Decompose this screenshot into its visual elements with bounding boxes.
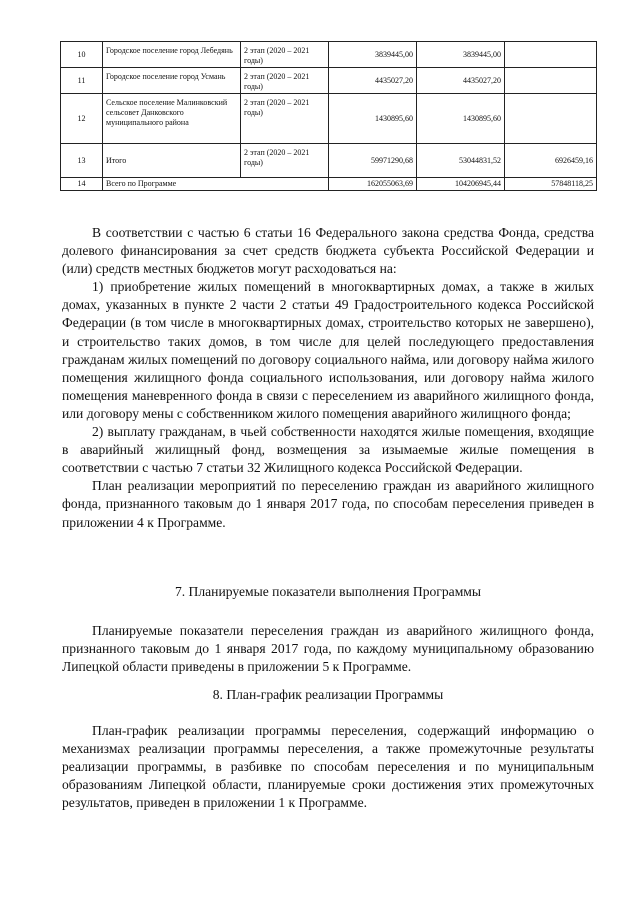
total-amount: 59971290,68 (329, 144, 417, 178)
budget-amount (505, 42, 597, 68)
fund-amount: 53044831,52 (417, 144, 505, 178)
budget-amount: 57848118,25 (505, 178, 597, 191)
paragraph-section-7: Планируемые показатели переселения граждан из аварийного жилищного фонда, признанного таковым до 1 января 2017 года, по каждому муниципальному образованию Липецкой области приведены в приложении 5 к Программе. (62, 623, 594, 675)
row-number: 13 (61, 144, 103, 178)
paragraph-item-1: 1) приобретение жилых помещений в многоквартирных домах, а также в жилых домах, указанных в пункте 2 части 2 статьи 49 Градостроительного кодекса Российской Федерации (в том числе в многоквартирных домах, строительство которых не завершено), и строительство таких домов, в том числе для целей последующего предоставления гражданам жилых помещений по договору социального найма, или договору найма жилого помещения жилищного фонда социального использования, или договору найма жилого помещения маневренного фонда в связи с переселением из аварийного жилищного фонда, или договору мены с собственником жилого помещения аварийного жилищного фонда; (62, 279, 594, 421)
paragraph-item-2: 2) выплату гражданам, в чьей собственности находятся жилые помещения, входящие в аварийный жилищный фонд, возмещения за изымаемые жилые помещения в соответствии с частью 7 статьи 32 Жилищного кодекса Российской Федерации. (62, 424, 594, 476)
total-label: Всего по Программе (103, 178, 329, 191)
paragraph-plan: План реализации мероприятий по переселению граждан из аварийного жилищного фонда, признанного таковым до 1 января 2017 года, по способам переселения приведен в приложении 4 к Программе. (62, 478, 594, 530)
budget-amount: 6926459,16 (505, 144, 597, 178)
section-8-text-block (62, 722, 594, 812)
row-number: 12 (61, 94, 103, 144)
funding-table (60, 41, 597, 191)
table-row (61, 144, 597, 178)
fund-amount: 3839445,00 (417, 42, 505, 68)
paragraph-section-8: План-график реализации программы переселения, содержащий информацию о механизмах реализации программы переселения, а также промежуточные результаты реализации программы, в разбивке по способам переселения и по муниципальным образованиям Липецкой области, планируемые сроки достижения этих промежуточных результатов, приведен в приложении 1 к Программе. (62, 723, 594, 811)
table-row (61, 94, 597, 144)
table-row (61, 68, 597, 94)
section-7-heading: 7. Планируемые показатели выполнения Программы (174, 584, 482, 599)
stage: 2 этап (2020 – 2021 годы) (241, 144, 329, 178)
paragraph-intro: В соответствии с частью 6 статьи 16 Федерального закона средства Фонда, средства долевого финансирования за счет средств бюджета субъекта Российской Федерации и (или) средств местных бюджетов могут расходоваться на: (62, 225, 594, 277)
budget-amount (505, 68, 597, 94)
municipality-name: Городское поселение город Лебедянь (103, 42, 241, 68)
budget-amount (505, 94, 597, 144)
total-amount: 3839445,00 (329, 42, 417, 68)
municipality-name: Итого (103, 144, 241, 178)
stage: 2 этап (2020 – 2021 годы) (241, 42, 329, 68)
fund-amount: 104206945,44 (417, 178, 505, 191)
total-amount: 162055063,69 (329, 178, 417, 191)
row-number: 14 (61, 178, 103, 191)
fund-amount: 4435027,20 (417, 68, 505, 94)
municipality-name: Городское поселение город Усмань (103, 68, 241, 94)
section-8-heading: 8. План-график реализации Программы (212, 687, 444, 702)
table-total-row (61, 178, 597, 191)
total-amount: 1430895,60 (329, 94, 417, 144)
municipality-name: Сельское поселение Малинковский сельсовет Данковского муниципального района (103, 94, 241, 144)
fund-amount: 1430895,60 (417, 94, 505, 144)
row-number: 11 (61, 68, 103, 94)
stage: 2 этап (2020 – 2021 годы) (241, 94, 329, 144)
stage: 2 этап (2020 – 2021 годы) (241, 68, 329, 94)
total-amount: 4435027,20 (329, 68, 417, 94)
body-text-block (62, 224, 594, 532)
table-row (61, 42, 597, 68)
row-number: 10 (61, 42, 103, 68)
section-7-text-block (62, 622, 594, 676)
